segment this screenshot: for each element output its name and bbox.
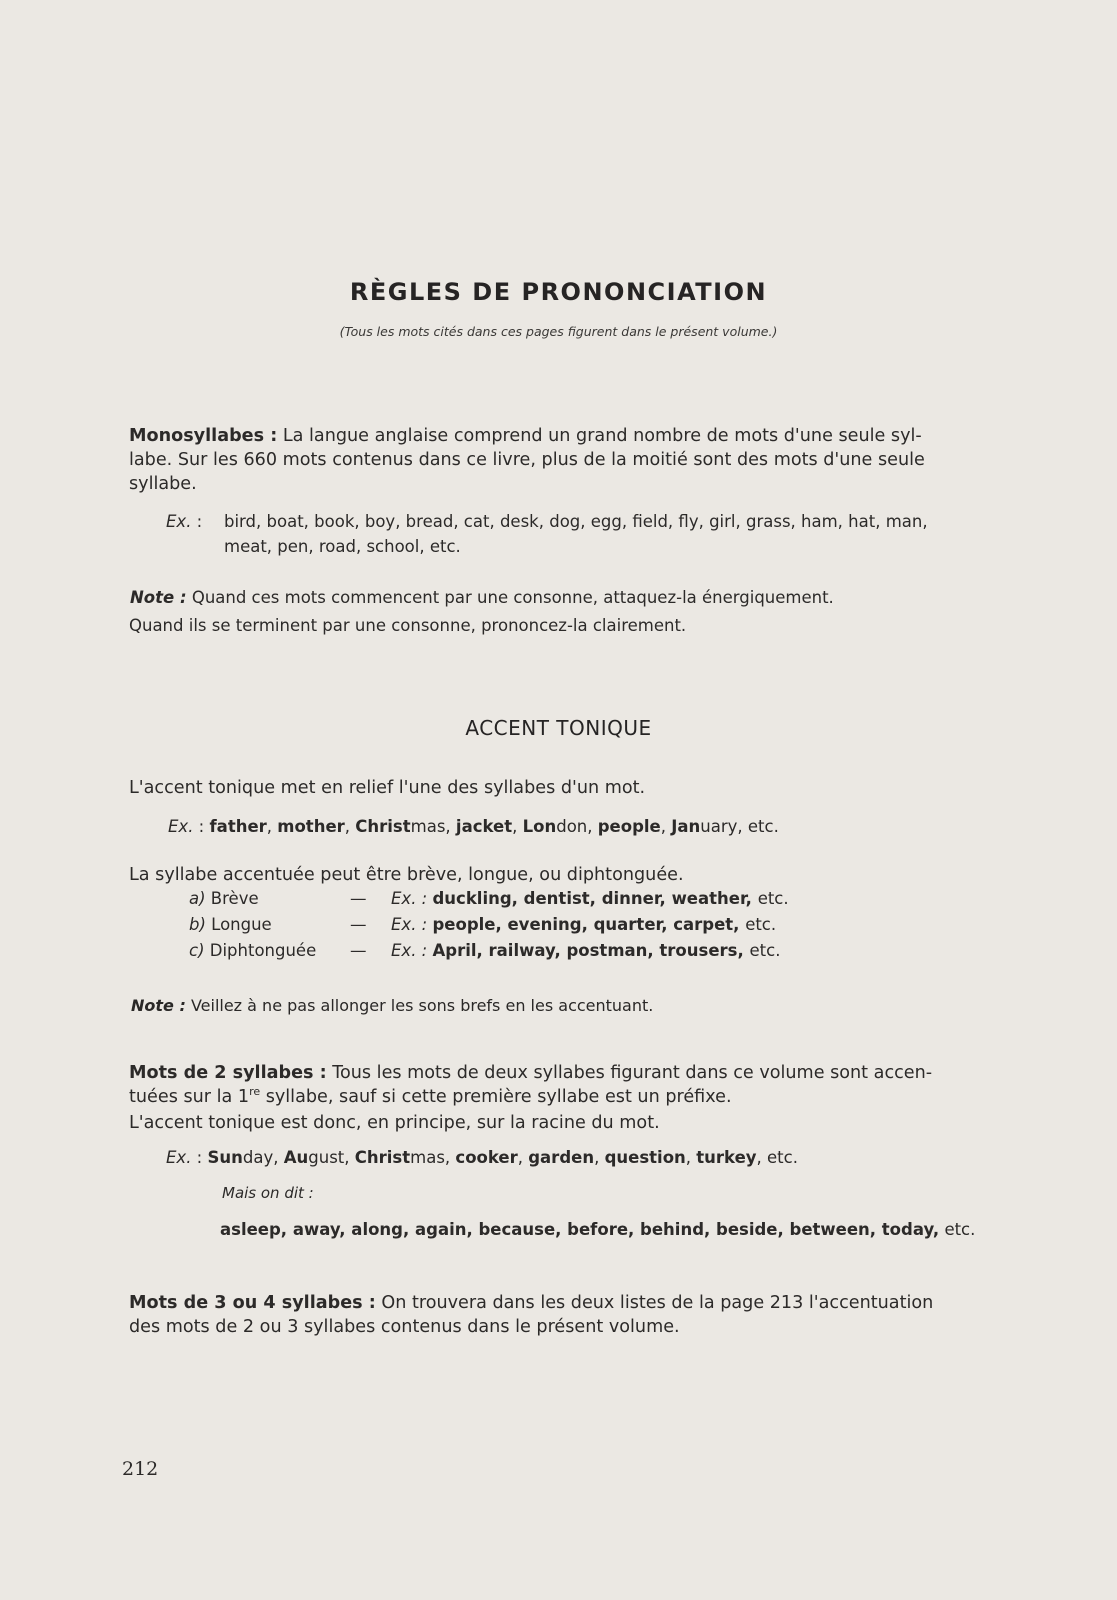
section-heading-accent: ACCENT TONIQUE	[465, 716, 652, 740]
two-syllables-line-3: L'accent tonique est donc, en principe, sur la racine du mot.	[129, 1113, 660, 1133]
stressed-syllable: Lon	[522, 817, 557, 836]
accent-type-name	[189, 939, 316, 963]
accent-type-row	[0, 913, 1117, 937]
unstressed-part: ,	[660, 817, 666, 836]
unstressed-part: ,	[517, 1148, 523, 1167]
unstressed-part: day,	[242, 1148, 279, 1167]
monosyllables-note	[130, 586, 834, 610]
note-label: Note :	[130, 588, 187, 607]
accent-type-etc: etc.	[757, 889, 789, 908]
monosyllables-lead: Monosyllabes :	[129, 426, 278, 446]
example-label: Ex. :	[391, 941, 433, 960]
monosyllables-line-2: labe. Sur les 660 mots contenus dans ce livre, plus de la moitié sont des mots d'une seule	[129, 450, 925, 470]
accent-type-words: people, evening, quarter, carpet,	[432, 915, 746, 934]
stressed-syllable: Christ	[355, 817, 411, 836]
page-subtitle: (Tous les mots cités dans ces pages figurent dans le présent volume.)	[339, 324, 778, 339]
two-syllables-example: Ex. : Sunday, August, Christmas, cooker, garden, question, turkey, etc.	[166, 1148, 798, 1167]
stressed-syllable: Jan	[671, 817, 701, 836]
mais-on-dit: Mais on dit :	[222, 1184, 314, 1202]
two-syllables-example-word	[605, 1148, 691, 1167]
accent-type-etc: etc.	[749, 941, 781, 960]
note-label: Note :	[131, 996, 186, 1015]
accent-note	[131, 996, 653, 1015]
three-syllables-line-2: des mots de 2 ou 3 syllabes contenus dans le présent volume.	[129, 1317, 680, 1337]
unstressed-part: mas,	[410, 817, 451, 836]
unstressed-part: ,	[344, 817, 351, 836]
accent-type-letter: a)	[189, 889, 206, 908]
note-line-2: Quand ils se terminent par une consonne, prononcez-la clairement.	[129, 616, 687, 635]
accent-type-label: Longue	[205, 915, 272, 934]
stressed-syllable: jacket	[455, 817, 513, 836]
unstressed-part: ,	[685, 1148, 692, 1167]
accent-example-word	[355, 817, 450, 836]
unstressed-part: ,	[512, 817, 518, 836]
accent-type-row	[0, 887, 1117, 911]
unstressed-part: don,	[556, 817, 593, 836]
accent-note-text: Veillez à ne pas allonger les sons brefs en les accentuant.	[190, 996, 654, 1015]
two-syllables-example-word	[455, 1148, 523, 1167]
accent-type-label: Diphtonguée	[204, 941, 317, 960]
accent-example-words	[210, 817, 779, 836]
stressed-syllable: question	[604, 1148, 686, 1167]
stressed-syllable: Sun	[207, 1148, 243, 1167]
accent-type-example	[391, 913, 776, 937]
stressed-syllable: garden	[528, 1148, 595, 1167]
two-syllables-example-words	[208, 1148, 798, 1167]
accent-example-word	[210, 817, 273, 836]
accent-type-label: Brève	[205, 889, 259, 908]
example-label: Ex.	[168, 817, 194, 836]
two-syllables-example-word	[284, 1148, 350, 1167]
accent-type-example	[391, 939, 780, 963]
three-syllables-lead: Mots de 3 ou 4 syllabes :	[129, 1293, 376, 1313]
accent-types-intro: La syllabe accentuée peut être brève, longue, ou diphtonguée.	[129, 865, 684, 885]
example-label: Ex.	[166, 512, 192, 531]
three-syllables-line-1: On trouvera dans les deux listes de la page 213 l'accentuation	[381, 1293, 934, 1313]
two-syllables-example-word	[528, 1148, 599, 1167]
accent-intro: L'accent tonique met en relief l'une des syllabes d'un mot.	[129, 778, 646, 798]
accent-type-name	[189, 913, 272, 937]
unstressed-part: uary, etc.	[700, 817, 779, 836]
two-syllables-line-2a: tuées sur la 1	[129, 1087, 250, 1107]
superscript: re	[249, 1085, 261, 1098]
exceptions-list	[220, 1220, 975, 1239]
stressed-syllable: Au	[283, 1148, 309, 1167]
accent-type-etc: etc.	[745, 915, 777, 934]
accent-type-name	[189, 887, 259, 911]
stressed-syllable: cooker	[455, 1148, 518, 1167]
accent-type-words: duckling, dentist, dinner, weather,	[432, 889, 758, 908]
two-syllables-line-1: Tous les mots de deux syllabes figurant dans ce volume sont accen-	[332, 1063, 933, 1083]
accent-example: Ex. : father, mother, Christmas, jacket, London, people, January, etc.	[168, 817, 779, 836]
unstressed-part: gust,	[308, 1148, 350, 1167]
monosyllables-example-line-1: bird, boat, book, boy, bread, cat, desk, dog, egg, field, fly, girl, grass, ham, hat, man,	[224, 512, 928, 531]
example-label: Ex. :	[391, 915, 433, 934]
stressed-syllable: people	[597, 817, 661, 836]
accent-type-dash: —	[350, 889, 367, 908]
accent-example-word	[598, 817, 666, 836]
unstressed-part: , etc.	[756, 1148, 798, 1167]
accent-type-letter: c)	[189, 941, 205, 960]
three-syllables-paragraph	[129, 1291, 1041, 1339]
unstressed-part: ,	[266, 817, 273, 836]
stressed-syllable: Christ	[354, 1148, 411, 1167]
two-syllables-line-2	[129, 1085, 1041, 1111]
two-syllables-example-word	[208, 1148, 279, 1167]
accent-example-word	[277, 817, 350, 836]
unstressed-part: mas,	[410, 1148, 451, 1167]
page-number: 212	[122, 1458, 159, 1480]
two-syllables-lead: Mots de 2 syllabes :	[129, 1063, 327, 1083]
monosyllables-example: Ex. :	[166, 512, 203, 531]
monosyllables-paragraph	[129, 424, 1041, 496]
accent-type-dash: —	[350, 915, 367, 934]
stressed-syllable: mother	[277, 817, 345, 836]
accent-example-word	[671, 817, 779, 836]
accent-type-words: April, railway, postman, trousers,	[432, 941, 750, 960]
accent-example-word	[456, 817, 517, 836]
accent-type-row	[0, 939, 1117, 963]
monosyllables-line-1: La langue anglaise comprend un grand nombre de mots d'une seule syl-	[282, 426, 922, 446]
unstressed-part: ,	[594, 1148, 600, 1167]
example-label: Ex.	[166, 1148, 192, 1167]
page-title: RÈGLES DE PRONONCIATION	[349, 278, 768, 306]
exceptions-words: asleep, away, along, again, because, before, behind, beside, between, today,	[220, 1220, 940, 1239]
example-label: Ex. :	[391, 889, 433, 908]
accent-type-dash: —	[350, 941, 367, 960]
stressed-syllable: father	[209, 817, 267, 836]
exceptions-etc: etc.	[944, 1220, 976, 1239]
stressed-syllable: turkey	[696, 1148, 757, 1167]
note-line-1: Quand ces mots commencent par une consonne, attaquez-la énergiquement.	[191, 588, 834, 607]
monosyllables-example-line-2: meat, pen, road, school, etc.	[224, 537, 461, 556]
accent-type-letter: b)	[189, 915, 206, 934]
accent-type-example	[391, 887, 789, 911]
two-syllables-paragraph	[129, 1061, 1041, 1135]
two-syllables-example-word	[355, 1148, 450, 1167]
monosyllables-line-3: syllabe.	[129, 474, 197, 494]
two-syllables-example-word	[696, 1148, 798, 1167]
two-syllables-line-2b: syllabe, sauf si cette première syllabe est un préfixe.	[265, 1087, 732, 1107]
accent-example-word	[523, 817, 593, 836]
